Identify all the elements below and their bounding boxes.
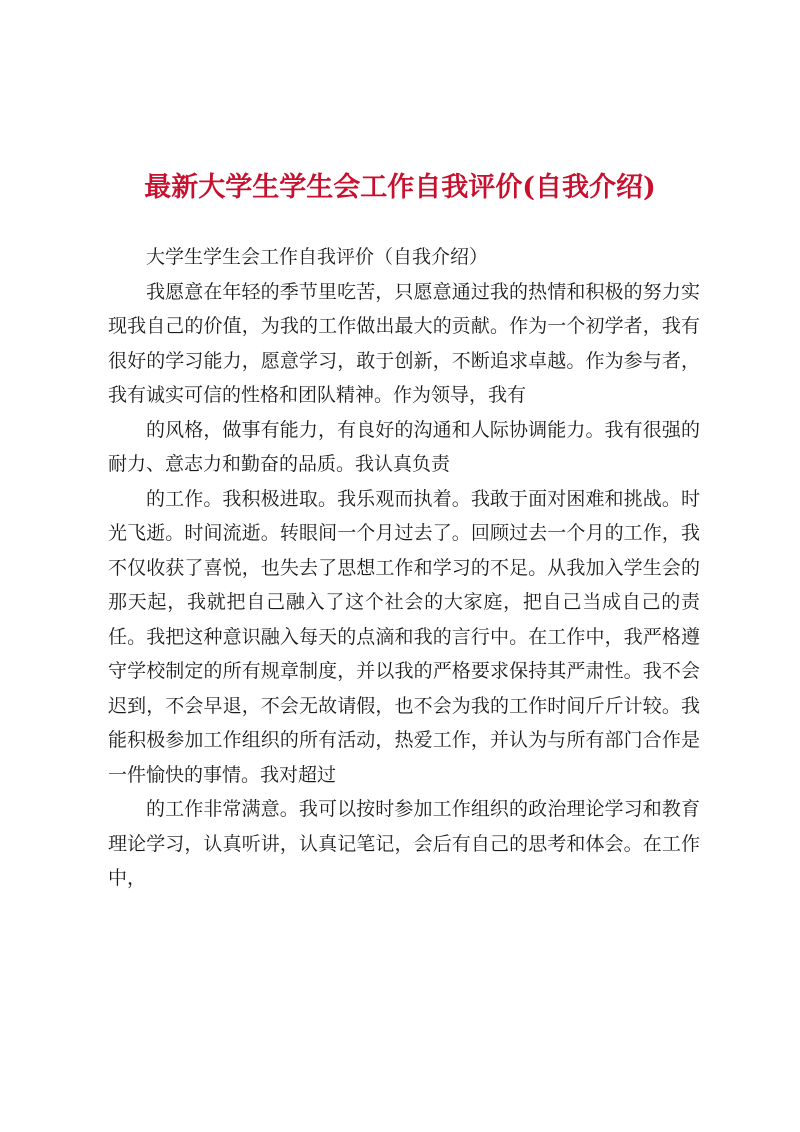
- paragraph-4: 的工作非常满意。我可以按时参加工作组织的政治理论学习和教育理论学习，认真听讲，认真记笔记，会后有自己的思考和体会。在工作中，: [108, 798, 700, 889]
- paragraph-3: 的工作。我积极进取。我乐观而执着。我敢于面对困难和挑战。时光飞逝。时间流逝。转眼间一个月过去了。回顾过去一个月的工作，我不仅收获了喜悦，也失去了思想工作和学习的不足。从我加入学生会的那天起，我就把自己融入了这个社会的大家庭，把自己当成自己的责任。我把这种意识融入每天的点滴和我的言行中。在工作中，我严格遵守学校制定的所有规章制度，并以我的严格要求保持其严肃性。我不会迟到，不会早退，不会无故请假，也不会为我的工作时间斤斤计较。我能积极参加工作组织的所有活动，热爱工作，并认为与所有部门合作是一件愉快的事情。我对超过: [108, 487, 700, 786]
- paragraph-subtitle: 大学生学生会工作自我评价（自我介绍）: [146, 246, 489, 268]
- document-title: 最新大学生学生会工作自我评价(自我介绍): [144, 172, 656, 203]
- document-body: [108, 240, 700, 896]
- paragraph-1: 我愿意在年轻的季节里吃苦，只愿意通过我的热情和积极的努力实现我自己的价值，为我的工作做出最大的贡献。作为一个初学者，我有很好的学习能力，愿意学习，敢于创新，不断追求卓越。作为参与者，我有诚实可信的性格和团队精神。作为领导，我有: [108, 280, 700, 406]
- paragraph-2: 的风格，做事有能力，有良好的沟通和人际协调能力。我有很强的耐力、意志力和勤奋的品质。我认真负责: [108, 418, 700, 475]
